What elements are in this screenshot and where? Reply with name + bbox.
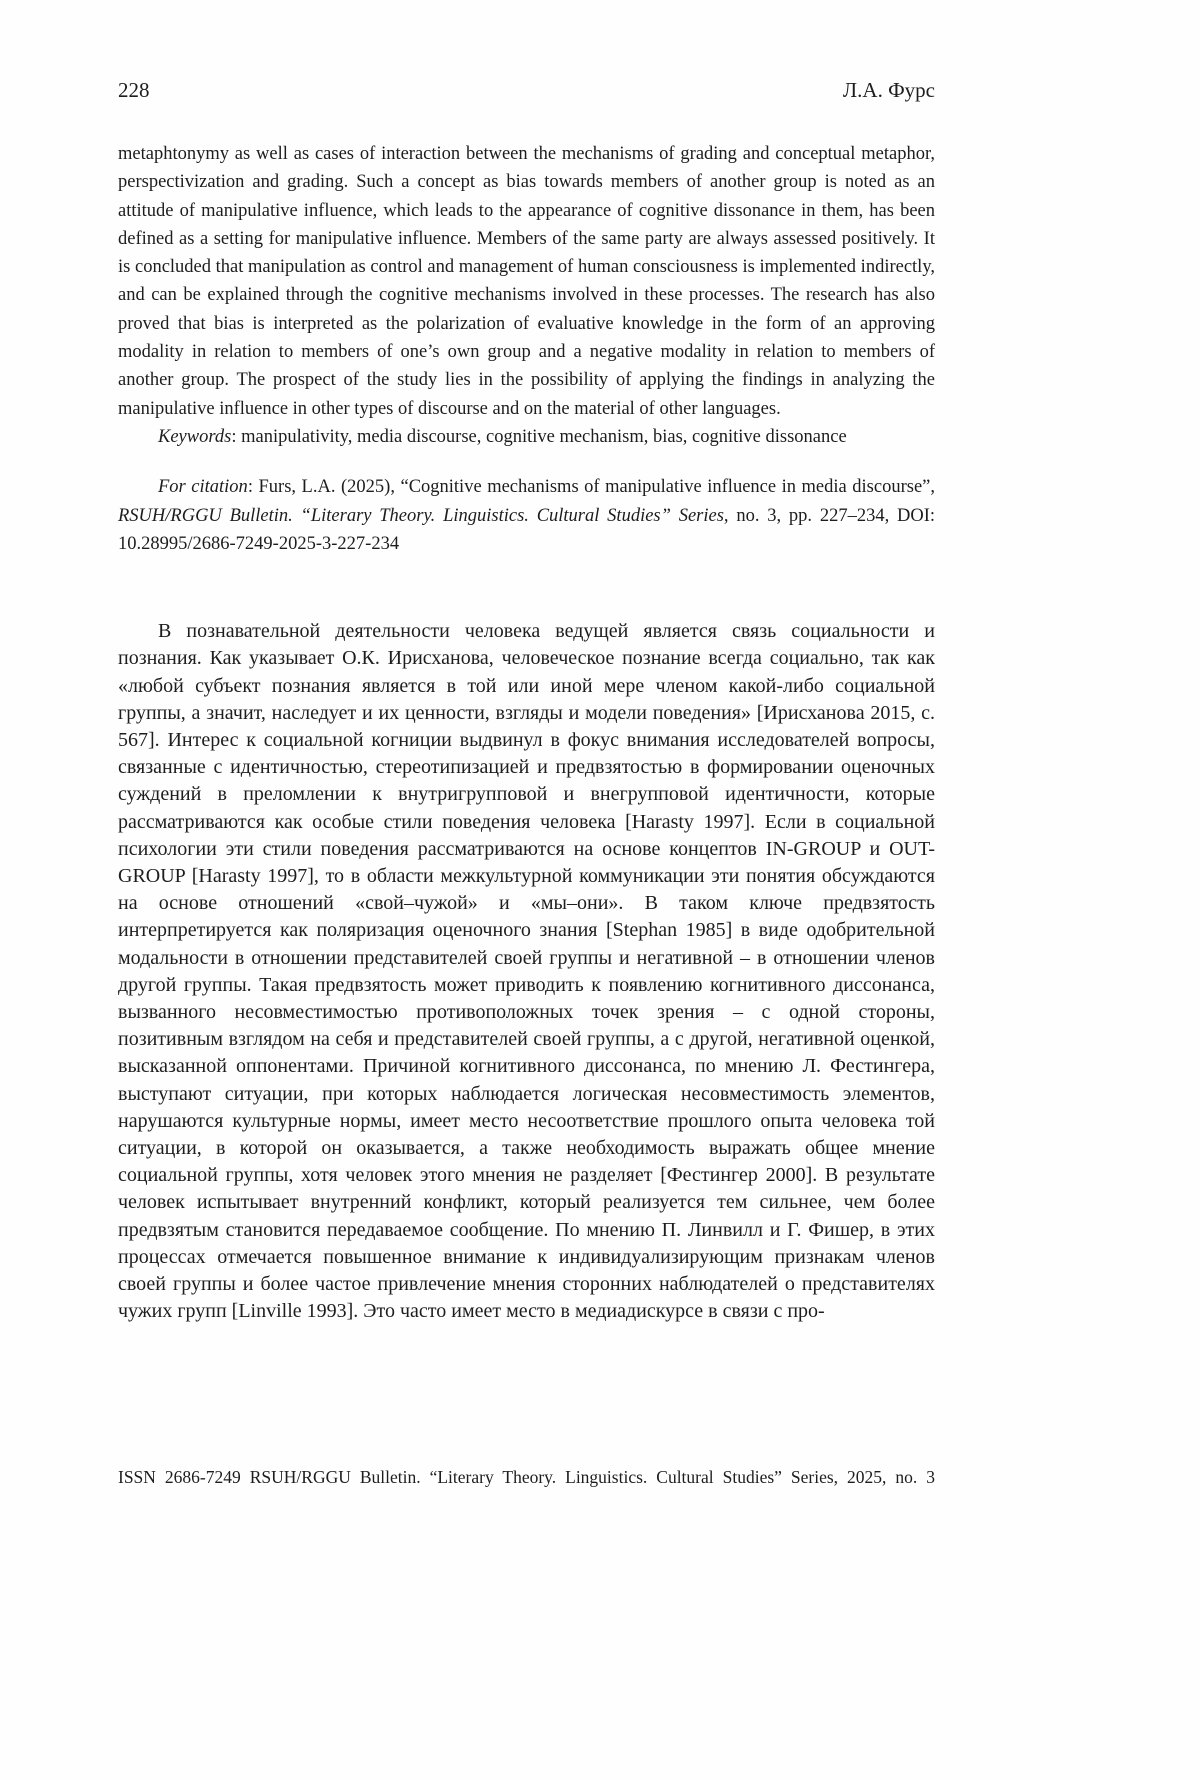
citation-text-before-journal: : Furs, L.A. (2025), “Cognitive mechanisms of manipulative influence in media discourse”, <box>247 477 935 498</box>
body-section <box>118 618 935 1325</box>
citation-section <box>118 473 935 558</box>
page-number: 228 <box>118 78 150 102</box>
citation-label: For citation <box>158 477 248 498</box>
author-name: Л.А. Фурс <box>842 78 935 102</box>
footer-text: ISSN 2686-7249 RSUH/RGGU Bulletin. “Literary Theory. Linguistics. Cultural Studies” Series, 2025, no. 3 <box>118 1467 935 1487</box>
keywords-text: : manipulativity, media discourse, cognitive mechanism, bias, cognitive dissonance <box>231 426 847 447</box>
citation-text-after-journal: , no. 3, pp. 227–234, DOI: 10.28995/2686-7249-2025-3-227-234 <box>118 505 935 554</box>
abstract-text: metaphtonymy as well as cases of interaction between the mechanisms of grading and conceptual metaphor, perspectivization and grading. Such a concept as bias towards members of another group is noted as an attitude of manipulative influence, which leads to the appearance of cognitive dissonance in them, has been defined as a setting for manipulative influence. Members of the same party are always assessed positively. It is concluded that manipulation as control and management of human consciousness is implemented indirectly, and can be explained through the cognitive mechanisms involved in these processes. The research has also proved that bias is interpreted as the polarization of evaluative knowledge in the form of an approving modality in relation to members of one’s own group and a negative modality in relation to members of another group. The prospect of the study lies in the possibility of applying the findings in analyzing the manipulative influence in other types of discourse and on the material of other languages. <box>118 144 935 419</box>
journal-title: RSUH/RGGU Bulletin. “Literary Theory. Linguistics. Cultural Studies” Series <box>118 505 724 526</box>
body-paragraph: В познавательной деятельности человека ведущей является связь социальности и познания. Как указывает О.К. Ирисханова, человеческое познание всегда социально, так как «любой субъект познания является в той или иной мере членом какой-либо социальной группы, а значит, наследует и их ценности, взгляды и модели поведения» [Ирисханова 2015, с. 567]. Интерес к социальной когниции выдвинул в фокус внимания исследователей вопросы, связанные с идентичностью, стереотипизацией и предвзятостью в формировании оценочных суждений в преломлении к внутригрупповой и внегрупповой идентичности, которые рассматриваются как особые стили поведения человека [Harasty 1997]. Если в социальной психологии эти стили поведения рассматриваются на основе концептов IN-GROUP и OUT-GROUP [Harasty 1997], то в области межкультурной коммуникации эти понятия обсуждаются на основе отношений «свой–чужой» и «мы–они». В таком ключе предвзятость интерпретируется как поляризация оценочного знания [Stephan 1985] в виде одобрительной модальности в отношении представителей своей группы и негативной – в отношении членов другой группы. Такая предвзятость может приводить к появлению когнитивного диссонанса, вызванного несовместимостью противоположных точек зрения – с одной стороны, позитивным взглядом на себя и представителей своей группы, а с другой, негативной оценкой, высказанной оппонентами. Причиной когнитивного диссонанса, по мнению Л. Фестингера, выступают ситуации, при которых наблюдается логическая несовместимость элементов, нарушаются культурные нормы, имеет место несоответствие прошлого опыта человека той ситуации, в которой он оказывается, а также необходимость выражать общее мнение социальной группы, хотя человек этого мнения не разделяет [Фестингер 2000]. В результате человек испытывает внутренний конфликт, который реализуется тем сильнее, чем более предвзятым становится передаваемое сообщение. По мнению П. Линвилл и Г. Фишер, в этих процессах отмечается повышенное внимание к индивидуализирующим признакам членов своей группы и более частое привлечение мнения сторонних наблюдателей о представителях чужих групп [Linville 1993]. Это часто имеет место в медиадискурсе в связи с про- <box>118 620 935 1323</box>
keywords-line <box>118 423 935 451</box>
page-footer <box>118 1466 935 1488</box>
keywords-label: Keywords <box>158 426 232 447</box>
abstract-section <box>118 140 935 451</box>
citation-paragraph <box>118 473 935 558</box>
page-header <box>118 78 935 102</box>
